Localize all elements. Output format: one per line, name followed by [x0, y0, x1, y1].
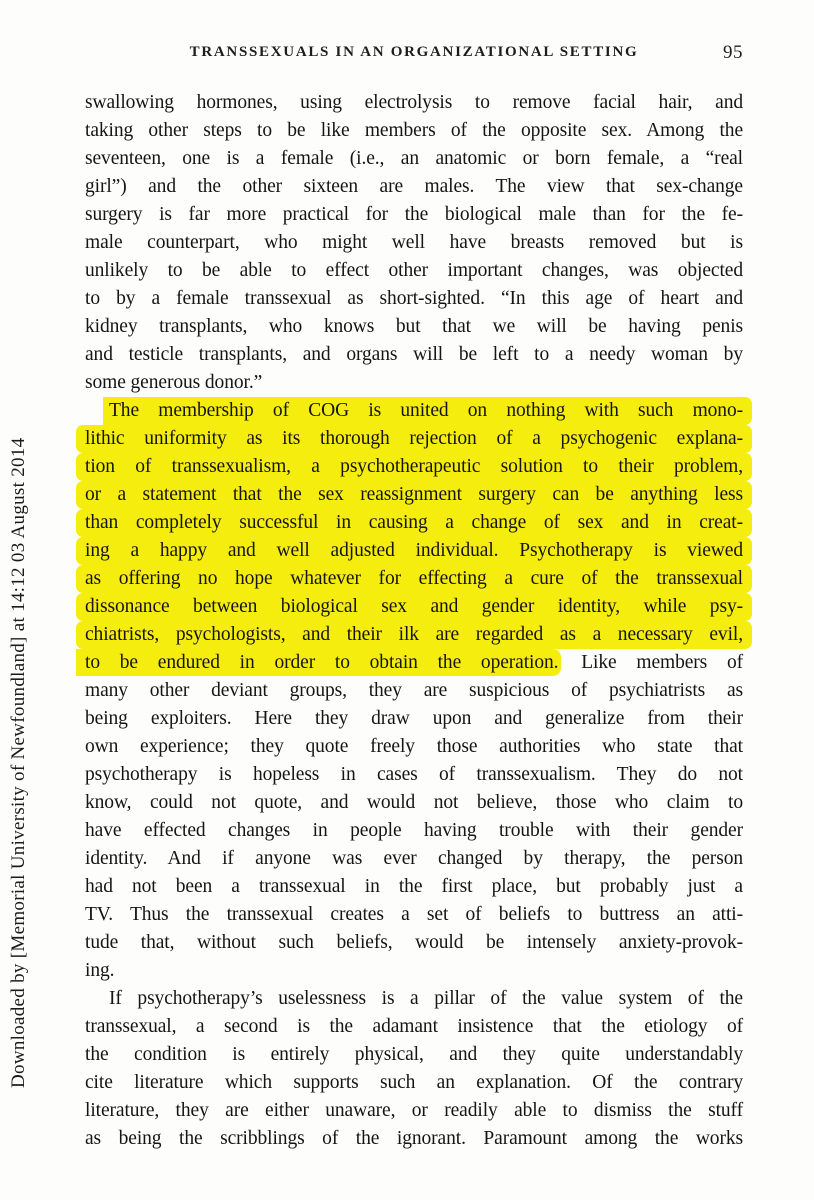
text-line: If psychotherapy’s uselessness is a pillar of the value system of the — [109, 988, 743, 1009]
text-line: and testicle transplants, and organs will be left to a needy woman by — [85, 344, 743, 365]
highlighted-text-line: dissonance between biological sex and gender identity, while psy- — [76, 593, 752, 621]
text-line: had not been a transsexual in the first place, but probably just a — [85, 876, 743, 897]
page-number: 95 — [723, 42, 743, 63]
highlighted-text-line: chiatrists, psychologists, and their ilk are regarded as a necessary evil, — [76, 621, 752, 649]
text-line: tude that, without such beliefs, would be intensely anxiety-provok- — [85, 932, 743, 953]
text-line: have effected changes in people having trouble with their gender — [85, 820, 743, 841]
highlight-segment: to be endured in order to obtain the operation. — [76, 649, 561, 676]
text-line: as being the scribblings of the ignorant. Paramount among the works — [85, 1128, 743, 1149]
text-line: many other deviant groups, they are suspicious of psychiatrists as — [85, 680, 743, 701]
text-line: some generous donor.” — [85, 372, 263, 393]
text-line: own experience; they quote freely those authorities who state that — [85, 736, 743, 757]
text-line: surgery is far more practical for the biological male than for the fe- — [85, 204, 743, 225]
text-line: to by a female transsexual as short-sighted. “In this age of heart and — [85, 288, 743, 309]
text-line: ing. — [85, 960, 115, 981]
text-line: swallowing hormones, using electrolysis to remove facial hair, and — [85, 92, 743, 113]
highlighted-text-line: lithic uniformity as its thorough rejection of a psychogenic explana- — [76, 425, 752, 453]
text-line: transsexual, a second is the adamant insistence that the etiology of — [85, 1016, 743, 1037]
text-line: girl”) and the other sixteen are males. The view that sex-change — [85, 176, 743, 197]
download-watermark: Downloaded by [Memorial University of Newfoundland] at 14:12 03 August 2014 — [8, 437, 29, 1088]
highlighted-text-line — [85, 649, 743, 677]
highlighted-text-line: as offering no hope whatever for effecting a cure of the transsexual — [76, 565, 752, 593]
text-segment: Like members of — [561, 652, 743, 673]
text-line: literature, they are either unaware, or readily able to dismiss the stuff — [85, 1100, 743, 1121]
text-line: cite literature which supports such an explanation. Of the contrary — [85, 1072, 743, 1093]
highlighted-text-line: The membership of COG is united on nothing with such mono- — [76, 397, 752, 425]
highlighted-text-line: or a statement that the sex reassignment surgery can be anything less — [76, 481, 752, 509]
highlighted-text-line: ing a happy and well adjusted individual. Psychotherapy is viewed — [76, 537, 752, 565]
text-line: TV. Thus the transsexual creates a set of beliefs to buttress an atti- — [85, 904, 743, 925]
text-line: male counterpart, who might well have breasts removed but is — [85, 232, 743, 253]
text-line: know, could not quote, and would not believe, those who claim to — [85, 792, 743, 813]
text-line: kidney transplants, who knows but that we will be having penis — [85, 316, 743, 337]
text-line: unlikely to be able to effect other important changes, was objected — [85, 260, 743, 281]
text-line: seventeen, one is a female (i.e., an anatomic or born female, a “real — [85, 148, 743, 169]
text-line: being exploiters. Here they draw upon and generalize from their — [85, 708, 743, 729]
running-title: TRANSSEXUALS IN AN ORGANIZATIONAL SETTING — [189, 44, 639, 60]
text-line: identity. And if anyone was ever changed by therapy, the person — [85, 848, 743, 869]
highlighted-text-line: tion of transsexualism, a psychotherapeutic solution to their problem, — [76, 453, 752, 481]
text-line: the condition is entirely physical, and they quite understandably — [85, 1044, 743, 1065]
text-line: psychotherapy is hopeless in cases of transsexualism. They do not — [85, 764, 743, 785]
highlighted-text-line: than completely successful in causing a change of sex and in creat- — [76, 509, 752, 537]
body-text — [85, 89, 743, 1153]
text-line: taking other steps to be like members of the opposite sex. Among the — [85, 120, 743, 141]
page-header — [85, 44, 743, 68]
